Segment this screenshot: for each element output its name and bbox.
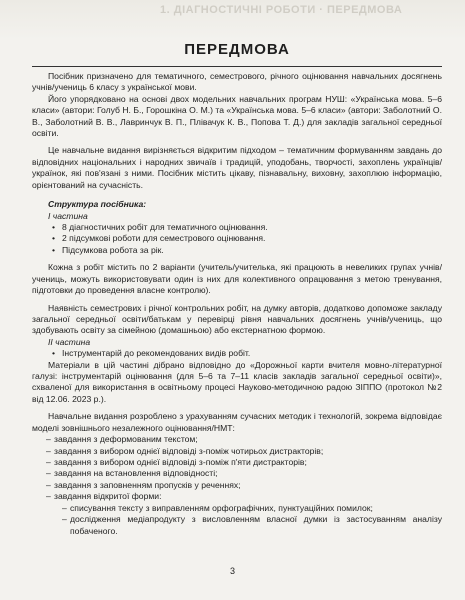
list-item: – завдання з деформованим текстом; bbox=[32, 434, 442, 445]
list-item: – списування тексту з виправленням орфографічних, пунктуаційних помилок; bbox=[32, 503, 442, 514]
list-item: – завдання на встановлення відповідності; bbox=[32, 468, 442, 479]
list-item: – завдання з заповненням пропусків у реченнях; bbox=[32, 480, 442, 491]
part1-label: І частина bbox=[48, 210, 88, 221]
part2-label: ІІ частина bbox=[48, 336, 91, 347]
list-item: – завдання з вибором однієї відповіді з-поміж п'яти дистракторів; bbox=[32, 457, 442, 468]
intro-paragraph-1: Посібник призначено для тематичного, семестрового, річного оцінювання навчальних досягнень учнів/учениць 6 класу з української мови. bbox=[32, 70, 442, 93]
list-item: • Підсумкова робота за рік. bbox=[32, 245, 442, 256]
list-item: – завдання з вибором однієї відповіді з-поміж чотирьох дистракторів; bbox=[32, 446, 442, 457]
list-item: – завдання відкритої форми: bbox=[32, 491, 442, 502]
closing-paragraph: Навчальне видання розроблено з урахуванням сучасних методик і технологій, зокрема відповідає моделі зовнішнього незалежного оцінювання/НМТ: bbox=[32, 411, 442, 433]
structure-heading: Структура посібника: bbox=[48, 199, 147, 210]
intro-paragraph-2: Його упорядковано на основі двох модельних навчальних програм НУШ: «Українська мова. 5–6 класи» (автори: Голуб Н. Б., Горошкіна О. М.) та «Українська мова. 5–6 класи» (автори: Заболотний О. В., Заболотний В. В., Лавринчук В. П., Плівачук К. В., Попова Т. Д.) для закладів загальної середньої освіти. bbox=[32, 93, 442, 139]
title-rule bbox=[32, 66, 442, 67]
previous-page-bleed bbox=[0, 0, 465, 40]
page-title: ПЕРЕДМОВА bbox=[184, 41, 290, 58]
open-form-list bbox=[32, 503, 442, 537]
bleed-through-text: 1. ДІАГНОСТИЧНІ РОБОТИ · ПЕРЕДМОВА bbox=[160, 4, 403, 16]
list-item: • 8 діагностичних робіт для тематичного оцінювання. bbox=[32, 222, 442, 233]
part1-paragraph-2: Наявність семестрових і річної контрольних робіт, на думку авторів, додатково допоможе закладу загальної середньої освіти/батькам у перевірці рівня навчальних досягнень учнів/учениць, що здобувають освіту за сімейною (домашньою) або екстернатною формою. bbox=[32, 302, 442, 336]
list-item: – дослідження медіапродукту з висловленням власної думки із застосуванням аналізу побаченого. bbox=[32, 514, 442, 537]
part2-paragraph: Матеріали в цій частині дібрано відповідно до «Дорожньої карти вчителя мовно-літературної галузі: інструментарій оцінювання (для 5–6 та 7–11 класів закладів загальної середньої освіти)», схваленої для використання в освітньому процесі Науково-методичною радою ЗІППО (протокол №2 від 12.06. 2023 р.). bbox=[32, 359, 442, 404]
list-item: • 2 підсумкові роботи для семестрового оцінювання. bbox=[32, 233, 442, 244]
part1-paragraph-1: Кожна з робіт містить по 2 варіанти (учитель/учителька, які працюють в невеликих групах учнів/учениць, можуть використовувати один із них для колективного опрацювання з метою тренування, підготовки до проведення власне контролю). bbox=[32, 262, 442, 296]
intro-paragraph-3: Це навчальне видання вирізняється відкритим підходом – тематичним формуванням завдань до відповідних національних і народних звичаїв і традицій, уподобань, творчості, захоплень українців/українок, які пов'язані з ними. Посібник містить цікаву, пізнавальну, виховну, захоплюю інформацію, орієнтований на сучасність. bbox=[32, 145, 442, 190]
page-number: 3 bbox=[229, 566, 235, 576]
task-list bbox=[32, 434, 442, 503]
part1-list bbox=[32, 222, 442, 256]
list-item: • Інструментарій до рекомендованих видів робіт. bbox=[32, 348, 442, 359]
document-page bbox=[32, 40, 442, 537]
part2-list bbox=[32, 348, 442, 359]
